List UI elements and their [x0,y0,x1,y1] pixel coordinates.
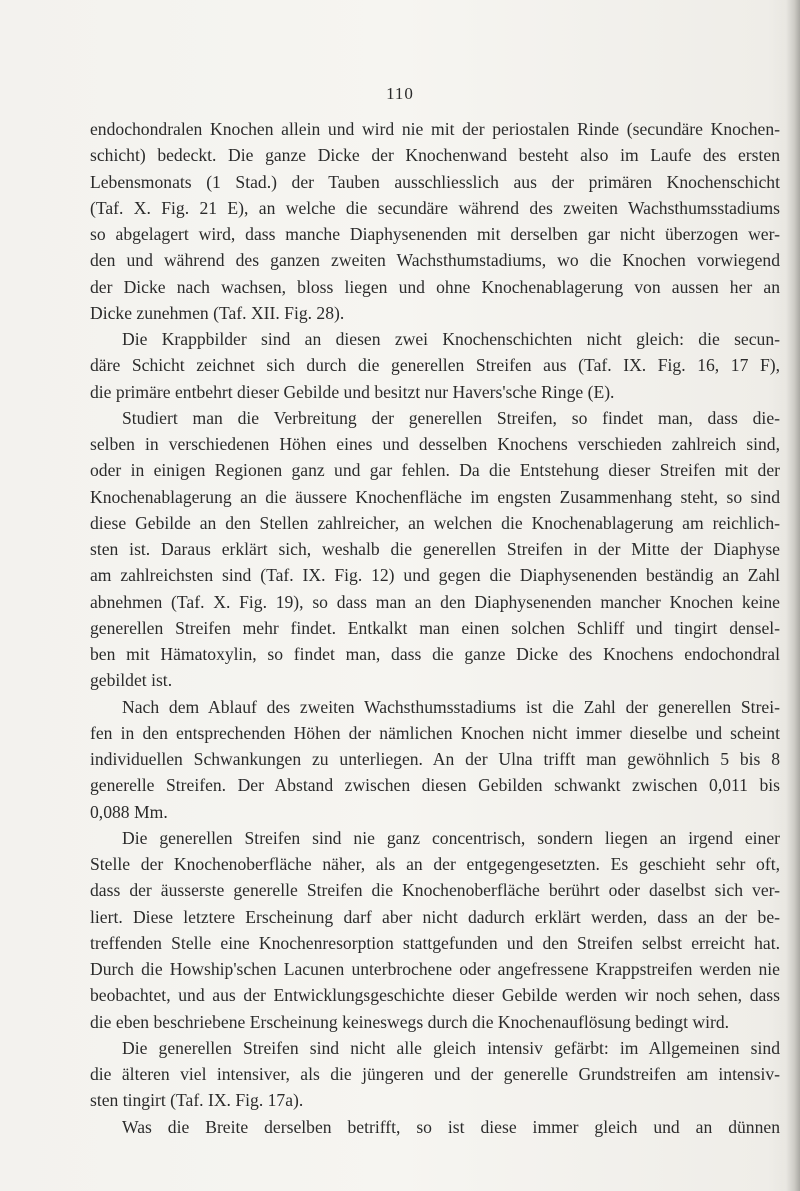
text-line: liert. Diese letztere Erscheinung darf aber nicht dadurch erklärt werden, dass an der be- [90,906,780,927]
text-line: die eben beschriebene Erscheinung keineswegs durch die Knochenauflösung bedingt wird. [90,1011,730,1032]
text-line: Durch die Howship'schen Lacunen unterbrochene oder angefressene Krappstreifen werden nie [90,959,780,979]
text-line: Lebensmonats (1 Stad.) der Tauben ausschliesslich aus der primären Knochenschicht [90,171,780,192]
text-line: gebildet ist. [90,670,173,691]
text-line: Die generellen Streifen sind nie ganz concentrisch, sondern liegen an irgend einer [122,827,780,848]
text-line: selben in verschiedenen Höhen eines und desselben Knochens verschieden zahlreich sind, [90,434,780,454]
text-line: Nach dem Ablauf des zweiten Wachsthumsstadiums ist die Zahl der generellen Strei- [122,696,780,717]
text-line: Was die Breite derselben betrifft, so ist diese immer gleich und an dünnen [122,1116,780,1137]
text-line: treffenden Stelle eine Knochenresorption stattgefunden und den Streifen selbst erreicht hat. [90,932,780,953]
text-line: abnehmen (Taf. X. Fig. 19), so dass man an den Diaphysenenden mancher Knochen keine [90,591,780,612]
text-line: so abgelagert wird, dass manche Diaphysenenden mit derselben gar nicht überzogen wer- [90,224,780,244]
text-line: (Taf. X. Fig. 21 E), an welche die secundäre während des zweiten Wachsthumsstadiums [90,197,780,218]
text-line: sten tingirt (Taf. IX. Fig. 17a). [90,1090,304,1111]
text-line: Knochenablagerung an die äussere Knochenfläche im engsten Zusammenhang steht, so sind [90,486,780,507]
text-line: Die Krappbilder sind an diesen zwei Knochenschichten nicht gleich: die secun- [122,329,780,349]
text-line: ben mit Hämatoxylin, so findet man, dass die ganze Dicke des Knochens endochondral [90,644,780,664]
text-line: oder in einigen Regionen ganz und gar fehlen. Da die Entstehung dieser Streifen mit der [90,460,780,481]
text-line: fen in den entsprechenden Höhen der nämlichen Knochen nicht immer dieselbe und scheint [90,722,780,743]
text-line: beobachtet, und aus der Entwicklungsgeschichte dieser Gebilde werden wir noch sehen, dass [90,985,780,1006]
text-line: generellen Streifen mehr findet. Entkalkt man einen solchen Schliff und tingirt densel- [90,617,780,638]
text-line: die älteren viel intensiver, als die jüngeren und der generelle Grundstreifen am intensiv- [90,1064,780,1084]
text-line: der Dicke nach wachsen, bloss liegen und ohne Knochenablagerung von aussen her an [90,276,780,297]
text-line: sten ist. Daraus erklärt sich, weshalb die generellen Streifen in der Mitte der Diaphyse [90,539,780,559]
text-line: generelle Streifen. Der Abstand zwischen diesen Gebilden schwankt zwischen 0,011 bis [90,775,780,796]
body-text [90,116,780,1140]
text-line: endochondralen Knochen allein und wird nie mit der periostalen Rinde (secundäre Knochen- [90,119,780,139]
text-line: diese Gebilde an den Stellen zahlreicher, an welchen die Knochenablagerung am reichlich- [90,512,780,533]
text-line: Dicke zunehmen (Taf. XII. Fig. 28). [90,302,345,323]
text-line: die primäre entbehrt dieser Gebilde und besitzt nur Havers'sche Ringe (E). [90,381,615,402]
page-number: 110 [386,84,414,103]
text-line: Studiert man die Verbreitung der generellen Streifen, so findet man, dass die- [122,407,780,428]
text-line: den und während des ganzen zweiten Wachsthumstadiums, wo die Knochen vorwiegend [90,250,780,271]
text-line: Stelle der Knochenoberfläche näher, als an der entgegengesetzten. Es geschieht sehr oft, [90,854,780,874]
text-line: dass der äusserste generelle Streifen die Knochenoberfläche berührt oder daselbst sich ver- [90,880,780,901]
page-edge-shadow [786,0,800,1191]
text-line: 0,088 Mm. [90,801,168,822]
text-line: am zahlreichsten sind (Taf. IX. Fig. 12) und gegen die Diaphysenenden beständig an Zahl [90,565,780,586]
text-line: individuellen Schwankungen zu unterliegen. An der Ulna trifft man gewöhnlich 5 bis 8 [90,749,780,769]
text-line: däre Schicht zeichnet sich durch die generellen Streifen aus (Taf. IX. Fig. 16, 17 F), [90,355,780,376]
text-line: Die generellen Streifen sind nicht alle gleich intensiv gefärbt: im Allgemeinen sind [122,1037,780,1058]
text-line: schicht) bedeckt. Die ganze Dicke der Knochenwand besteht also im Laufe des ersten [90,145,780,166]
